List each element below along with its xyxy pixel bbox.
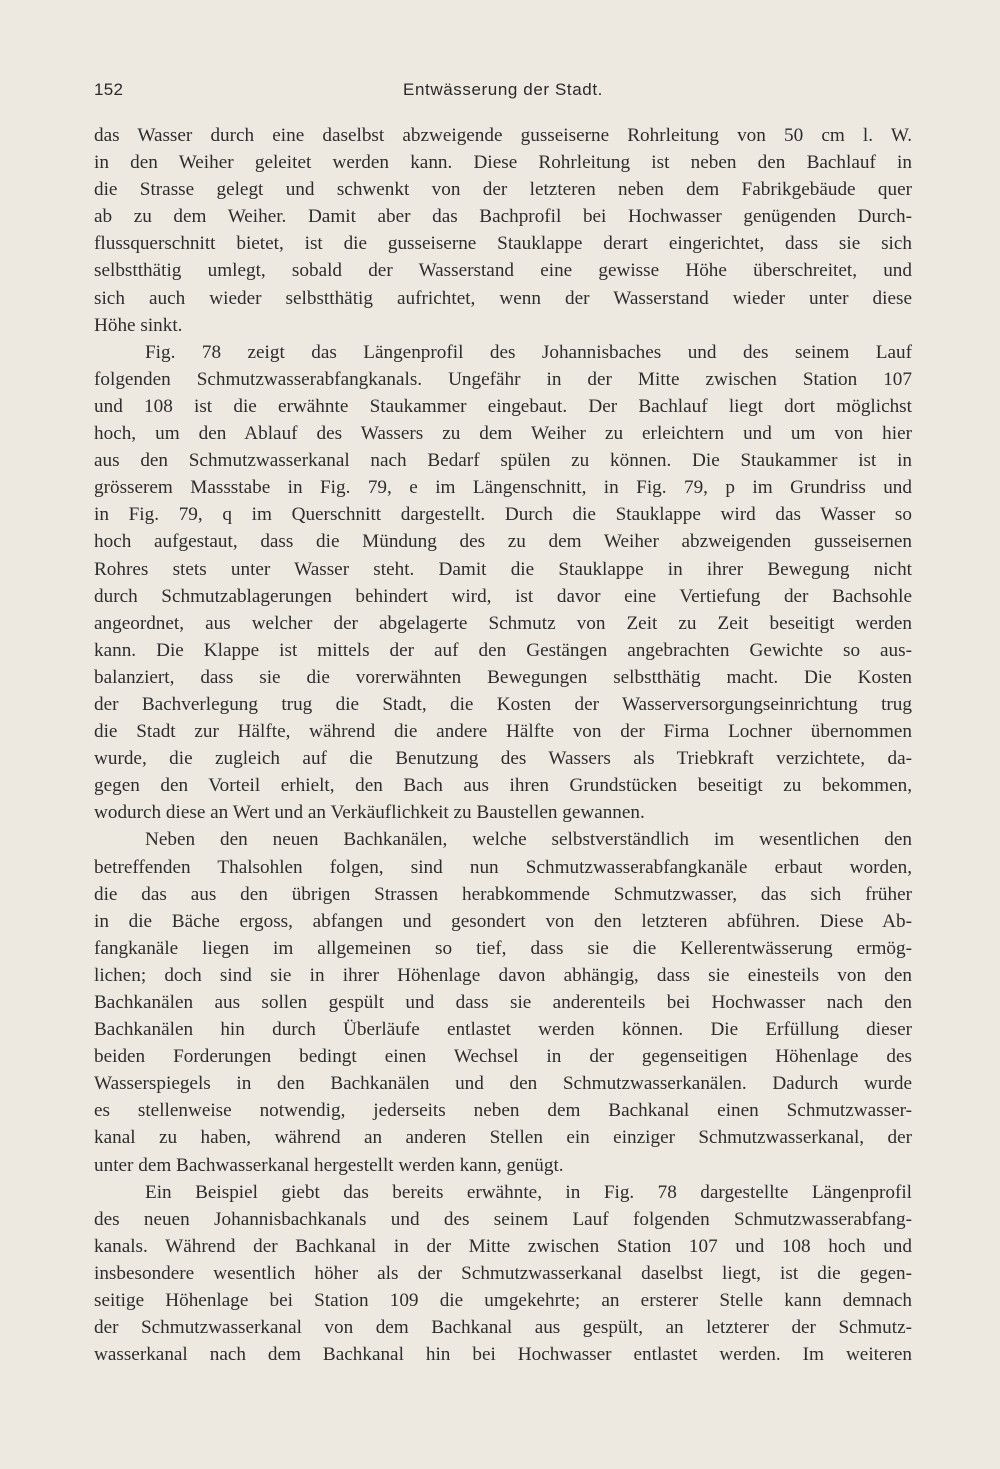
- text-line: ab zu dem Weiher. Damit aber das Bachprofil bei Hochwasser genügenden Durch-: [94, 206, 912, 228]
- paragraph: [94, 339, 912, 827]
- text-line: fangkanäle liegen im allgemeinen so tief, dass sie die Kellerentwässerung ermög-: [94, 937, 912, 959]
- text-line: in die Bäche ergoss, abfangen und gesondert von den letzteren abführen. Diese Ab-: [94, 910, 912, 932]
- text-line: folgenden Schmutzwasserabfangkanals. Ungefähr in der Mitte zwischen Station 107: [94, 368, 912, 390]
- text-line: Höhe sinkt.: [94, 314, 183, 336]
- text-line: und 108 ist die erwähnte Staukammer eingebaut. Der Bachlauf liegt dort möglichst: [94, 395, 912, 417]
- text-line: das Wasser durch eine daselbst abzweigende gusseiserne Rohrleitung von 50 cm l. W.: [94, 125, 912, 146]
- text-line: wodurch diese an Wert und an Verkäuflichkeit zu Baustellen gewannen.: [94, 802, 645, 824]
- text-line: balanziert, dass sie die vorerwähnten Bewegungen selbstthätig macht. Die Kosten: [94, 666, 912, 688]
- text-line: insbesondere wesentlich höher als der Schmutzwasserkanal daselbst liegt, ist die gegen-: [94, 1262, 912, 1284]
- text-line: lichen; doch sind sie in ihrer Höhenlage davon abhängig, dass sie einesteils von den: [94, 964, 912, 986]
- running-title: Entwässerung der Stadt.: [403, 80, 603, 99]
- text-line: hoch, um den Ablauf des Wassers zu dem Weiher zu erleichtern und um von hier: [94, 423, 912, 445]
- text-line: aus den Schmutzwasserkanal nach Bedarf spülen zu können. Die Staukammer ist in: [94, 450, 912, 472]
- text-line: die das aus den übrigen Strassen herabkommende Schmutzwasser, das sich früher: [94, 883, 912, 905]
- text-line: Ein Beispiel giebt das bereits erwähnte, in Fig. 78 dargestellte Längenprofil: [145, 1181, 912, 1203]
- text-line: des neuen Johannisbachkanals und des seinem Lauf folgenden Schmutzwasserabfang-: [94, 1208, 912, 1230]
- text-line: es stellenweise notwendig, jederseits neben dem Bachkanal einen Schmutzwasser-: [94, 1100, 912, 1122]
- text-line: hoch aufgestaut, dass die Mündung des zu dem Weiher abzweigenden gusseisernen: [94, 531, 912, 553]
- running-header: [94, 76, 912, 106]
- text-line: die Strasse gelegt und schwenkt von der letzteren neben dem Fabrikgebäude quer: [94, 179, 912, 201]
- text-line: unter dem Bachwasserkanal hergestellt werden kann, genügt.: [94, 1154, 564, 1176]
- text-line: flussquerschnitt bietet, ist die gusseiserne Stauklappe derart eingerichtet, dass sie sich: [94, 233, 912, 255]
- text-line: Fig. 78 zeigt das Längenprofil des Johannisbaches und des seinem Lauf: [145, 341, 912, 363]
- text-line: gegen den Vorteil erhielt, den Bach aus ihren Grundstücken beseitigt zu bekommen,: [94, 775, 912, 797]
- text-line: selbstthätig umlegt, sobald der Wasserstand eine gewisse Höhe überschreitet, und: [94, 260, 912, 282]
- text-line: Neben den neuen Bachkanälen, welche selbstverständlich im wesentlichen den: [145, 829, 912, 851]
- text-line: Bachkanälen hin durch Überläufe entlastet werden können. Die Erfüllung dieser: [94, 1019, 912, 1041]
- text-line: grösserem Massstabe in Fig. 79, e im Längenschnitt, in Fig. 79, p im Grundriss und: [94, 477, 912, 499]
- text-line: seitige Höhenlage bei Station 109 die umgekehrte; an ersterer Stelle kann demnach: [94, 1290, 912, 1312]
- text-line: in Fig. 79, q im Querschnitt dargestellt. Durch die Stauklappe wird das Wasser so: [94, 504, 912, 526]
- text-line: kanal zu haben, während an anderen Stellen ein einziger Schmutzwasserkanal, der: [94, 1127, 912, 1149]
- text-line: Wasserspiegels in den Bachkanälen und den Schmutzwasserkanälen. Dadurch wurde: [94, 1073, 912, 1095]
- page-number: 152: [94, 80, 124, 99]
- paragraph: [94, 122, 912, 339]
- text-line: wurde, die zugleich auf die Benutzung des Wassers als Triebkraft verzichtete, da-: [94, 748, 912, 770]
- text-line: sich auch wieder selbstthätig aufrichtet, wenn der Wasserstand wieder unter diese: [94, 287, 912, 309]
- paragraph: [94, 826, 912, 1178]
- text-line: in den Weiher geleitet werden kann. Diese Rohrleitung ist neben den Bachlauf in: [94, 152, 912, 174]
- text-line: betreffenden Thalsohlen folgen, sind nun Schmutzwasserabfangkanäle erbaut worden,: [94, 856, 912, 878]
- text-line: Rohres stets unter Wasser steht. Damit die Stauklappe in ihrer Bewegung nicht: [94, 558, 912, 580]
- text-line: beiden Forderungen bedingt einen Wechsel in der gegenseitigen Höhenlage des: [94, 1046, 912, 1068]
- text-line: die Stadt zur Hälfte, während die andere Hälfte von der Firma Lochner übernommen: [94, 721, 912, 743]
- text-line: angeordnet, aus welcher der abgelagerte Schmutz von Zeit zu Zeit beseitigt werden: [94, 612, 912, 634]
- text-line: wasserkanal nach dem Bachkanal hin bei Hochwasser entlastet werden. Im weiteren: [94, 1344, 912, 1366]
- text-line: kann. Die Klappe ist mittels der auf den Gestängen angebrachten Gewichte so aus-: [94, 639, 912, 661]
- text-line: durch Schmutzablagerungen behindert wird, ist davor eine Vertiefung der Bachsohle: [94, 585, 912, 607]
- body-text: [94, 122, 912, 1368]
- paragraph: [94, 1179, 912, 1369]
- text-line: Bachkanälen aus sollen gespült und dass sie anderenteils bei Hochwasser nach den: [94, 992, 912, 1013]
- text-line: der Schmutzwasserkanal von dem Bachkanal aus gespült, an letzterer der Schmutz-: [94, 1317, 912, 1339]
- text-line: der Bachverlegung trug die Stadt, die Kosten der Wasserversorgungseinrichtung trug: [94, 693, 912, 715]
- text-line: kanals. Während der Bachkanal in der Mitte zwischen Station 107 und 108 hoch und: [94, 1235, 912, 1257]
